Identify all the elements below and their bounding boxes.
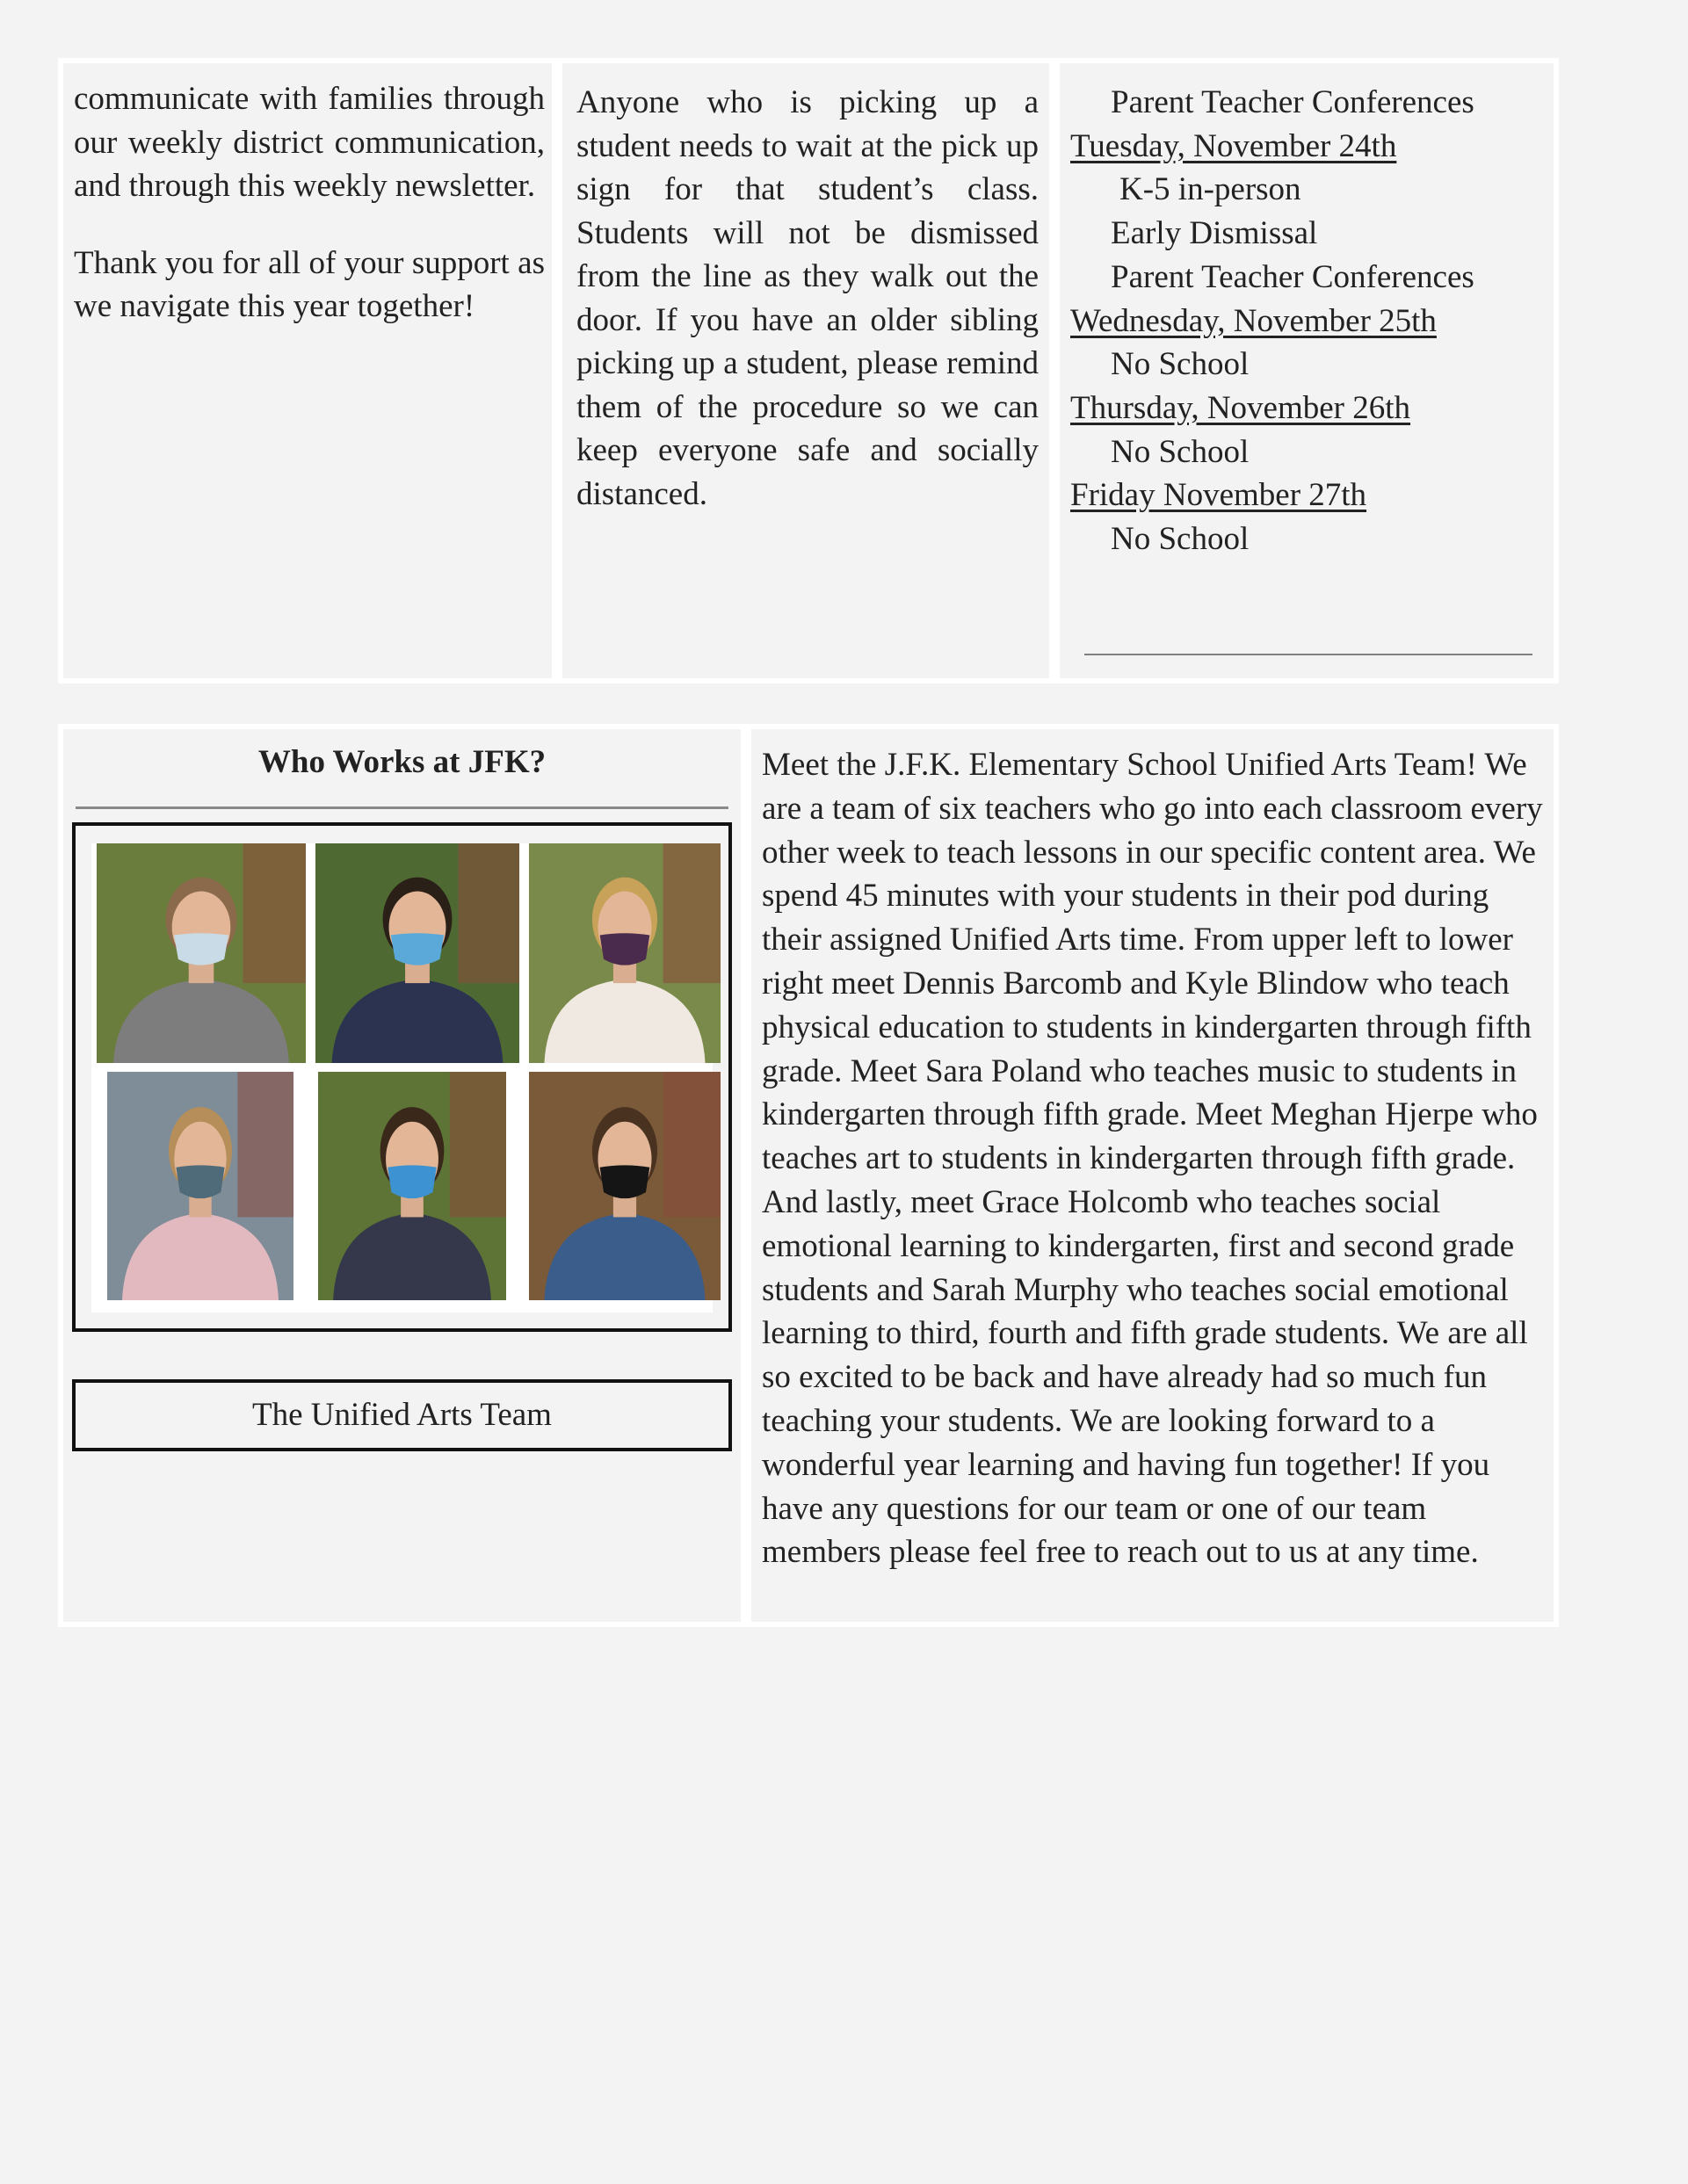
col1-paragraph-1: communicate with families through our weekly district communication, and through this weekly newsletter. [74,81,545,204]
feature-photo-column [58,724,746,1627]
column-2 [557,58,1054,683]
schedule-date: Tuesday, November 24th [1070,127,1397,164]
teacher-photo [529,1072,721,1300]
schedule-event: Early Dismissal [1111,215,1318,252]
schedule-date: Friday November 27th [1070,477,1367,514]
schedule-event: No School [1111,433,1250,470]
teacher-photo [315,843,519,1063]
schedule-event: Parent Teacher Conferences [1111,258,1474,295]
pickup-paragraph: Anyone who is picking up a student needs to wait at the pick up sign for that student’s class. Students will not be dismissed from the line as they walk out the door. If you have an older sibling picking up a student, please remind them of the procedure so we can keep everyone safe and socially distanced. [576,84,1039,512]
heading-divider [76,806,728,809]
team-photo-frame [72,822,732,1332]
teacher-photo [318,1072,506,1300]
schedule-event: No School [1111,521,1250,558]
column-1 [58,58,557,683]
teacher-photo [97,843,306,1063]
feature-heading: Who Works at JFK? [257,744,547,780]
schedule-divider [1084,654,1532,655]
teacher-photo [107,1072,293,1300]
schedule-event: Parent Teacher Conferences [1111,84,1474,120]
feature-body: Meet the J.F.K. Elementary School Unified Arts Team! We are a team of six teachers who go into each classroom every other week to teach lessons in our specific content area. We spend 45 minutes with your students in their pod during their assigned Unified Arts time. From upper left to lower right meet Dennis Barcomb and Kyle Blindow who teach physical education to students in kindergarten through fifth grade. Meet Sara Poland who teaches music to students in kindergarten through fifth grade. Meet Meghan Hjerpe who teaches art to students in kindergarten through fifth grade. And lastly, meet Grace Holcomb who teaches social emotional learning to kindergarten, first and second grade students and Sarah Murphy who teaches social emotional learning to third, fourth and fifth grade students. We are all so excited to be back and have already had so much fun teaching your students. We are looking forward to a wonderful year learning and having fun together! If you have any questions for our team or one of our team members please feel free to reach out to us at any time. [762,747,1543,1571]
schedule-column [1054,58,1559,683]
schedule-date: Wednesday, November 25th [1070,302,1437,339]
schedule-date: Thursday, November 26th [1070,389,1411,426]
col1-paragraph-2: Thank you for all of your support as we navigate this year together! [74,244,545,324]
feature-text-column [746,724,1559,1627]
schedule-event: K-5 in-person [1119,171,1301,208]
team-photo-collage [91,843,713,1313]
teacher-photo [529,843,721,1063]
schedule-event: No School [1111,346,1250,383]
photo-caption: The Unified Arts Team [72,1379,732,1451]
